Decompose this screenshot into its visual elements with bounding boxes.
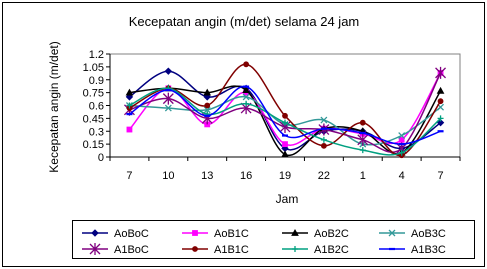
legend-label: AoB1C xyxy=(214,228,249,240)
x-tick-label: 22 xyxy=(317,170,331,182)
legend-swatch-marker xyxy=(193,247,198,252)
data-point xyxy=(283,113,288,118)
x-axis-label: Jam xyxy=(275,192,299,206)
y-tick-label: 1.05 xyxy=(82,61,104,74)
x-tick-label: 4 xyxy=(398,170,405,182)
y-tick-label: 1.2 xyxy=(88,49,104,61)
legend-swatch-marker xyxy=(193,231,198,236)
y-tick-label: 0.6 xyxy=(88,100,104,113)
y-tick-label: 0 xyxy=(97,152,104,164)
legend-label: A1B2C xyxy=(314,244,349,256)
y-tick-label: 0.15 xyxy=(82,139,104,152)
legend-label: AoBoC xyxy=(114,228,149,240)
y-axis-label: Kecepatan angin (m/det) xyxy=(47,41,61,173)
legend-label: A1BoC xyxy=(114,244,149,256)
x-tick-label: 13 xyxy=(201,170,214,182)
legend-label: A1B3C xyxy=(411,244,446,256)
data-point xyxy=(321,143,326,148)
y-tick-label: 0.3 xyxy=(88,126,104,139)
data-point xyxy=(399,137,404,142)
legend-label: AoB3C xyxy=(411,228,446,240)
legend-label: A1B1C xyxy=(214,244,249,256)
y-tick-label: 0.45 xyxy=(82,113,104,126)
data-point xyxy=(360,120,365,125)
x-tick-label: 7 xyxy=(437,170,444,182)
y-tick-label: 0.75 xyxy=(82,87,104,100)
data-point xyxy=(127,127,132,132)
data-point xyxy=(244,62,249,67)
legend-label: AoB2C xyxy=(314,228,349,240)
data-point xyxy=(438,99,443,104)
x-tick-label: 10 xyxy=(162,170,175,182)
x-tick-label: 16 xyxy=(239,170,253,182)
y-tick-label: 0.9 xyxy=(88,74,104,87)
chart-title: Kecepatan angin (m/det) selama 24 jam xyxy=(128,14,360,29)
data-point xyxy=(205,103,210,108)
data-point xyxy=(283,142,288,147)
x-tick-label: 7 xyxy=(126,170,133,182)
x-tick-label: 19 xyxy=(278,170,292,182)
x-tick-label: 1 xyxy=(359,170,366,182)
